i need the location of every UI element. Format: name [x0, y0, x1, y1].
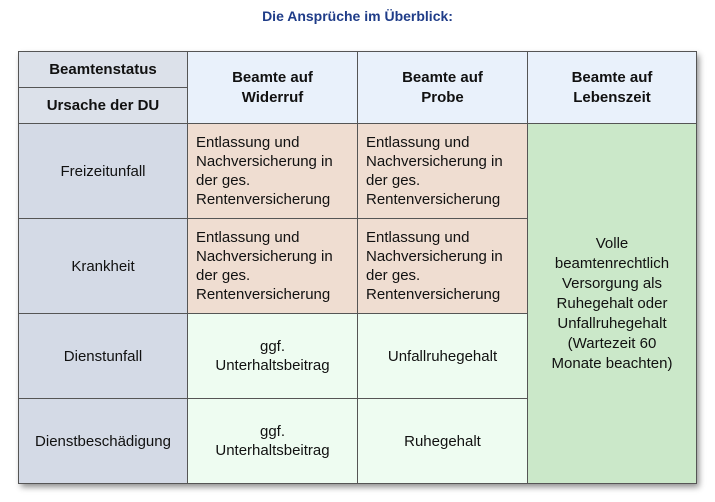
- cell-line: ggf.: [259, 423, 286, 440]
- overview-table-container: [18, 51, 696, 483]
- cell-line: Unfallruhegehalt: [557, 314, 667, 332]
- row-label-dienstunfall: Dienstunfall: [19, 314, 188, 399]
- cell-line: Volle: [595, 234, 629, 252]
- cell-line: Unterhaltsbeitrag: [215, 357, 330, 374]
- header-lebenszeit-line1: Beamte auf: [571, 68, 653, 86]
- cell-lebenszeit: [528, 124, 697, 484]
- cell-line: (Wartezeit 60: [567, 334, 657, 352]
- cell-line: Rentenversicherung: [366, 191, 501, 208]
- cell-dienstbeschaedigung-widerruf: [188, 399, 358, 484]
- cell-line: ggf.: [259, 338, 286, 355]
- cell-line: beamtenrechtlich: [554, 254, 670, 272]
- cell-line: Nachversicherung in: [366, 153, 503, 170]
- row-label-krankheit: Krankheit: [19, 219, 188, 314]
- page-title: Die Ansprüche im Überblick:: [262, 8, 453, 24]
- cell-line: Entlassung und: [366, 229, 470, 246]
- cell-line: der ges.: [196, 172, 251, 189]
- cell-line: Rentenversicherung: [196, 286, 331, 303]
- header-widerruf: [188, 52, 358, 124]
- overview-table: [18, 51, 697, 484]
- cell-freizeitunfall-widerruf: [188, 124, 358, 219]
- cell-line: Unterhaltsbeitrag: [215, 442, 330, 459]
- cell-line: Entlassung und: [366, 134, 470, 151]
- cell-line: der ges.: [366, 267, 421, 284]
- cell-line: Entlassung und: [196, 229, 300, 246]
- header-lebenszeit: [528, 52, 697, 124]
- header-ursache: Ursache der DU: [19, 88, 188, 124]
- row-label-dienstbeschaedigung: Dienstbeschädigung: [19, 399, 188, 484]
- cell-krankheit-widerruf: [188, 219, 358, 314]
- header-probe: [358, 52, 528, 124]
- cell-dienstunfall-probe: [358, 314, 528, 399]
- cell-dienstunfall-widerruf: [188, 314, 358, 399]
- cell-line: Nachversicherung in: [196, 248, 333, 265]
- cell-line: der ges.: [366, 172, 421, 189]
- cell-line: Ruhegehalt oder: [556, 294, 668, 312]
- cell-line: Versorgung als: [561, 274, 663, 292]
- header-probe-line1: Beamte auf: [402, 68, 483, 86]
- cell-line: Nachversicherung in: [366, 248, 503, 265]
- cell-line: Entlassung und: [196, 134, 300, 151]
- cell-line: Unfallruhegehalt: [387, 347, 498, 365]
- header-widerruf-line2: Widerruf: [241, 88, 304, 106]
- cell-freizeitunfall-probe: [358, 124, 528, 219]
- cell-dienstbeschaedigung-probe: [358, 399, 528, 484]
- cell-line: Ruhegehalt: [404, 432, 481, 450]
- cell-line: Nachversicherung in: [196, 153, 333, 170]
- cell-line: Monate beachten): [551, 354, 673, 372]
- header-probe-line2: Probe: [421, 88, 464, 106]
- cell-line: der ges.: [196, 267, 251, 284]
- header-lebenszeit-line2: Lebenszeit: [573, 88, 651, 106]
- header-widerruf-line1: Beamte auf: [232, 68, 313, 86]
- cell-line: Rentenversicherung: [196, 191, 331, 208]
- header-beamtenstatus: Beamtenstatus: [19, 52, 188, 88]
- cell-line: Rentenversicherung: [366, 286, 501, 303]
- row-label-freizeitunfall: Freizeitunfall: [19, 124, 188, 219]
- cell-krankheit-probe: [358, 219, 528, 314]
